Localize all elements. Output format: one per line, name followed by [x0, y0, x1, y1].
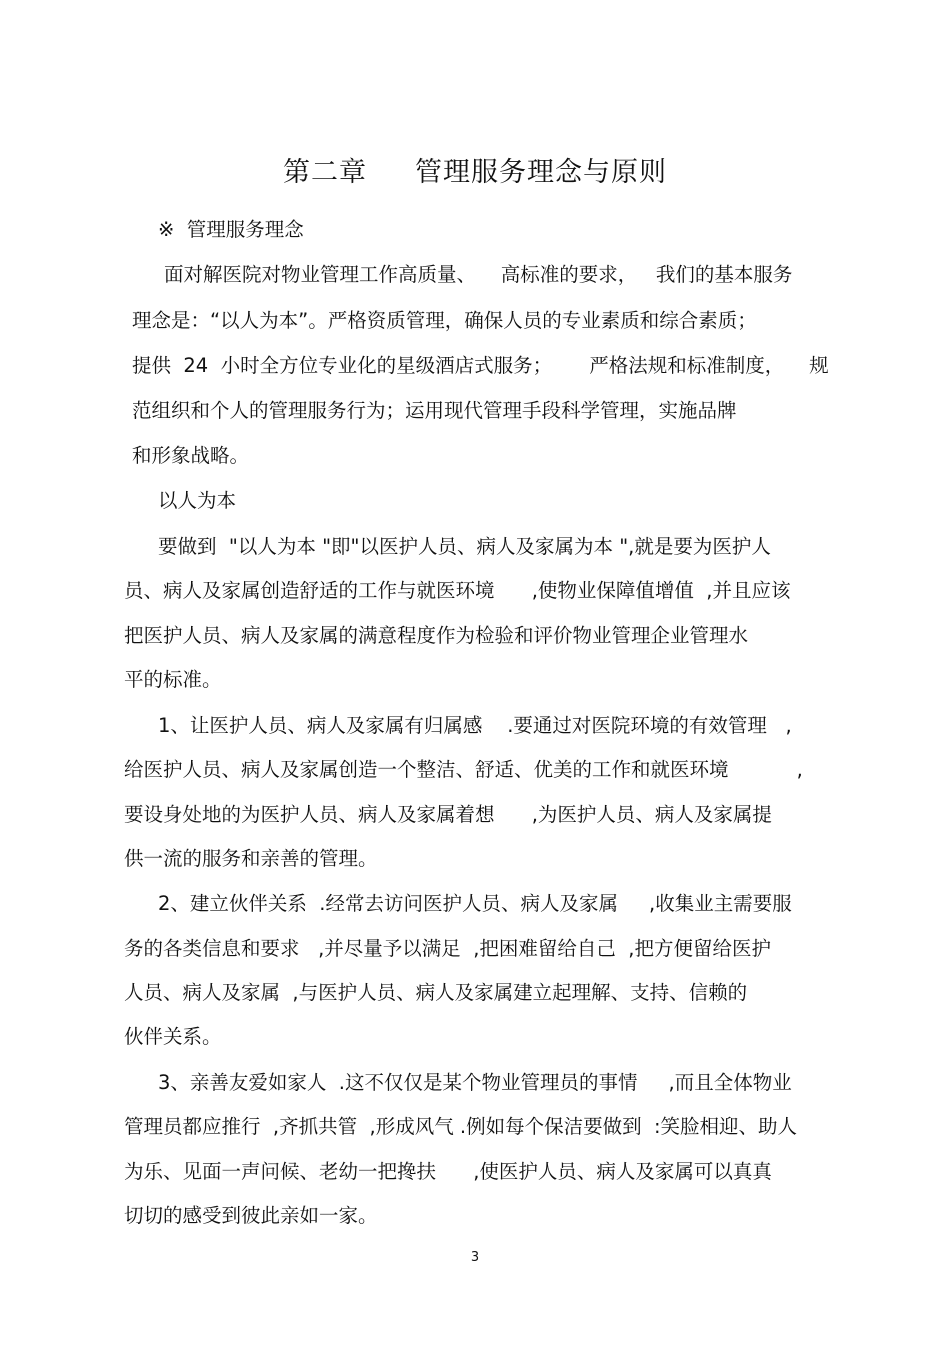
- page-number: 3: [470, 1250, 480, 1265]
- point1-line-2: 给医护人员、病人及家属创造一个整洁、舒适、优美的工作和就医环境 ,: [124, 758, 803, 781]
- point2-line-4: 伙伴关系。: [124, 1025, 222, 1048]
- section-heading: ※ 管理服务理念: [158, 218, 304, 241]
- point2-line-1: 2、建立伙伴关系 .经常去访问医护人员、病人及家属 ,收集业主需要服: [158, 892, 792, 915]
- people-first-line-4: 平的标准。: [124, 668, 222, 691]
- intro-line-2: 理念是：“以人为本”。严格资质管理，确保人员的专业素质和综合素质；: [132, 309, 757, 332]
- subheading: 以人为本: [158, 489, 237, 512]
- point1-line-1: 1、让医护人员、病人及家属有归属感 .要通过对医院环境的有效管理 ,: [158, 714, 792, 737]
- point3-line-2: 管理员都应推行 ,齐抓共管 ,形成风气 .例如每个保洁要做到 :笑脸相迎、助人: [124, 1115, 798, 1138]
- intro-line-3: 提供 24 小时全方位专业化的星级酒店式服务； 严格法规和标准制度， 规: [132, 354, 829, 377]
- point1-line-3: 要设身处地的为医护人员、病人及家属着想 ,为医护人员、病人及家属提: [124, 803, 772, 826]
- point3-line-4: 切切的感受到彼此亲如一家。: [124, 1204, 378, 1227]
- intro-line-4: 范组织和个人的管理服务行为；运用现代管理手段科学管理，实施品牌: [132, 399, 737, 422]
- point2-line-3: 人员、病人及家属 ,与医护人员、病人及家属建立起理解、支持、信赖的: [124, 981, 748, 1004]
- chapter-title: 第二章 管理服务理念与原则: [283, 157, 667, 188]
- point3-line-3: 为乐、见面一声问候、老幼一把搀扶 ,使医护人员、病人及家属可以真真: [124, 1160, 772, 1183]
- people-first-line-1: 要做到 "以人为本 "即"以医护人员、病人及家属为本 ",就是要为医护人: [158, 535, 771, 558]
- intro-line-1: 面对解医院对物业管理工作高质量、 高标准的要求， 我们的基本服务: [164, 263, 793, 286]
- people-first-line-3: 把医护人员、病人及家属的满意程度作为检验和评价物业管理企业管理水: [124, 624, 749, 647]
- people-first-line-2: 员、病人及家属创造舒适的工作与就医环境 ,使物业保障值增值 ,并且应该: [124, 579, 791, 602]
- point2-line-2: 务的各类信息和要求 ,并尽量予以满足 ,把困难留给自己 ,把方便留给医护: [124, 937, 771, 960]
- intro-line-5: 和形象战略。: [132, 444, 250, 467]
- point3-line-1: 3、亲善友爱如家人 .这不仅仅是某个物业管理员的事情 ,而且全体物业: [158, 1071, 792, 1094]
- point1-line-4: 供一流的服务和亲善的管理。: [124, 847, 378, 870]
